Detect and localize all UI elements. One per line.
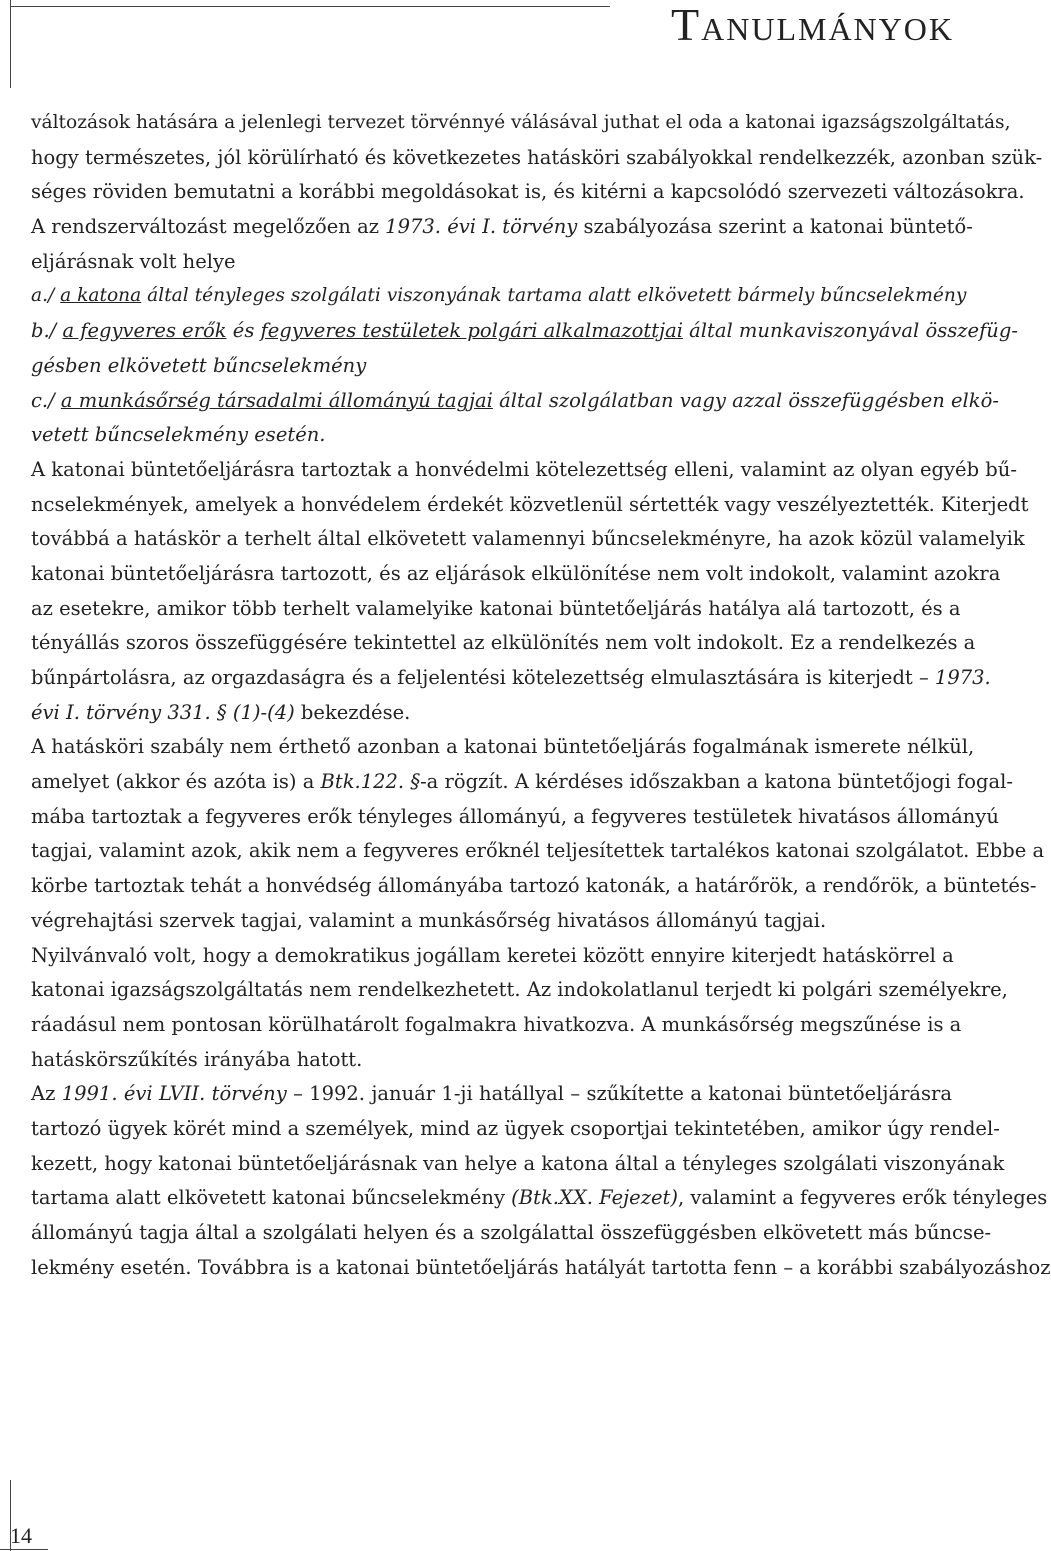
text-run: tényállás szoros összefüggésére tekintettel az elkülönítés nem volt indokolt. Ez a rendelkezés a — [31, 631, 976, 655]
text-run: amelyet (akkor és azóta is) a — [31, 770, 321, 794]
text-run: b./ — [31, 319, 63, 343]
text-line — [31, 245, 952, 280]
text-line — [31, 488, 1029, 523]
text-line — [31, 1043, 952, 1078]
text-line — [31, 1147, 1005, 1182]
text-line — [31, 210, 973, 245]
text-run: eljárásnak volt helye — [31, 249, 236, 273]
text-run: bekezdése. — [294, 700, 411, 724]
text-line — [31, 279, 967, 314]
bottom-rule — [0, 1549, 48, 1550]
text-run: hogy természetes, jól körülírható és következetes hatásköri szabályokkal rendelkezzék, azonban szük- — [31, 145, 1043, 169]
text-line — [31, 349, 952, 384]
left-margin-rule-top — [10, 0, 11, 88]
text-run: katonai büntetőeljárásra tartozott, és az eljárások elkülönítése nem volt indokolt, valamint azokra — [31, 561, 1001, 585]
text-run: és — [226, 319, 261, 343]
text-line — [31, 141, 1043, 176]
text-line — [31, 384, 999, 419]
text-line — [31, 904, 952, 939]
text-run: katonai igazságszolgáltatás nem rendelkezhetett. Az indokolatlanul terjedt ki polgári személyekre, — [31, 978, 1008, 1002]
text-line — [31, 1216, 992, 1251]
text-run: A hatásköri szabály nem érthető azonban a katonai büntetőeljárás fogalmának ismerete nélkül, — [31, 735, 975, 759]
text-line — [31, 661, 991, 696]
text-run: vetett bűncselekmény esetén. — [31, 423, 326, 447]
text-run: végrehajtási szervek tagjai, valamint a munkásőrség hivatásos állományú tagjai. — [31, 908, 827, 932]
text-run: (Btk.XX. Fejezet) — [511, 1186, 678, 1210]
text-line — [31, 696, 952, 731]
text-line — [31, 626, 976, 661]
text-run: -a rögzít. A kérdéses időszakban a katona büntetőjogi fogal- — [420, 770, 1013, 794]
text-run: ráadásul nem pontosan körülhatárolt fogalmakra hivatkozva. A munkásőrség megszűnése is a — [31, 1012, 962, 1036]
text-line — [31, 522, 1025, 557]
text-line — [31, 800, 999, 835]
text-run: kezett, hogy katonai büntetőeljárásnak van helye a katona által a tényleges szolgálati viszonyának — [31, 1151, 1005, 1175]
text-run: által tényleges szolgálati viszonyának tartama alatt elkövetett bármely bűncselekmény — [141, 285, 967, 307]
text-run: , valamint a fegyveres erők tényleges — [677, 1186, 1048, 1210]
text-line — [31, 1181, 1048, 1216]
text-run: évi I. törvény 331. § (1)-(4) — [31, 700, 295, 724]
text-run: bűnpártolásra, az orgazdaságra és a feljelentési kötelezettség elmulasztására is kiterjedt – — [31, 666, 935, 689]
text-line — [31, 730, 975, 765]
text-run: a katona — [60, 285, 142, 307]
text-line — [31, 765, 1013, 800]
text-run: hatáskörszűkítés irányába hatott. — [31, 1047, 363, 1071]
text-run: változások hatására a jelenlegi tervezet törvénnyé válásával juthat el oda a katonai igazságszolgáltatás, — [31, 112, 1011, 133]
text-run: c./ — [31, 388, 61, 412]
text-run: szabályozása szerint a katonai büntető- — [577, 215, 973, 239]
text-run: továbbá a hatáskör a terhelt által elkövetett valamennyi bűncselekményre, ha azok közül valamelyik — [31, 527, 1025, 551]
text-run: tagjai, valamint azok, akik nem a fegyveres erőknél teljesítettek tartalékos katonai szolgálatot. Ebbe a — [31, 839, 1045, 863]
text-run: Nyilvánvaló volt, hogy a demokratikus jogállam keretei között ennyire kiterjedt hatáskörrel a — [31, 943, 954, 967]
text-run: által munkaviszonyával összefüg- — [682, 319, 1018, 343]
text-line — [31, 869, 1037, 904]
text-line — [31, 314, 1018, 349]
text-run: Btk.122. § — [320, 770, 421, 794]
text-line — [31, 1008, 962, 1043]
page-number: 14 — [10, 1523, 32, 1548]
text-run: lekmény esetén. Továbbra is a katonai büntetőeljárás hatályát tartotta fenn – a korábbi szabályozáshoz — [31, 1255, 1051, 1279]
text-run: A katonai büntetőeljárásra tartoztak a honvédelmi kötelezettség elleni, valamint az olyan egyéb bű- — [31, 457, 1017, 481]
text-run: 1973. — [934, 666, 991, 689]
text-run: fegyveres testületek polgári alkalmazottjai — [260, 319, 683, 343]
text-line — [31, 106, 1011, 141]
text-run: tartama alatt elkövetett katonai bűncselekmény — [31, 1186, 512, 1210]
text-line — [31, 939, 952, 974]
text-run: által szolgálatban vagy azzal összefüggésben elkö- — [492, 388, 999, 412]
text-run: az esetekre, amikor több terhelt valamelyike katonai büntetőeljárás hatálya alá tartozott, és a — [31, 596, 961, 620]
text-run: séges röviden bemutatni a korábbi megoldásokat is, és kitérni a kapcsolódó szervezeti változásokra. — [31, 180, 1025, 204]
text-line — [31, 592, 961, 627]
text-run: 1973. évi I. törvény — [385, 215, 578, 239]
text-line — [31, 557, 1001, 592]
text-run: tartozó ügyek körét mind a személyek, mind az ügyek csoportjai tekintetében, amikor úgy rendel- — [31, 1116, 1000, 1140]
text-line — [31, 973, 1008, 1008]
text-run: – 1992. január 1-ji hatállyal – szűkítette a katonai büntetőeljárásra — [286, 1082, 952, 1106]
text-run: A rendszerváltozást megelőzően az — [31, 215, 386, 239]
text-run: mába tartoztak a fegyveres erők tényleges állományú, a fegyveres testületek hivatásos állományú — [31, 804, 999, 828]
text-run: 1991. évi LVII. törvény — [61, 1082, 287, 1106]
text-run: Az — [31, 1082, 62, 1106]
text-run: ncselekmények, amelyek a honvédelem érdekét közvetlenül sértették vagy veszélyeztették. Kiterjedt — [31, 492, 1029, 516]
body-text — [31, 106, 1051, 1285]
text-line — [31, 418, 952, 453]
text-run: gésben elkövetett bűncselekmény — [31, 353, 367, 377]
text-run: a fegyveres erők — [62, 319, 227, 343]
text-line — [31, 1251, 1051, 1286]
text-line — [31, 1112, 1000, 1147]
text-run: állományú tagja által a szolgálati helyen és a szolgálattal összefüggésben elkövetett más bűncse- — [31, 1221, 992, 1244]
text-run: körbe tartoztak tehát a honvédség állományába tartozó katonák, a határőrök, a rendőrök, a büntetés- — [31, 874, 1037, 898]
text-line — [31, 453, 1017, 488]
page-title: Tanulmányok — [671, 0, 954, 50]
text-run: a./ — [31, 285, 61, 307]
text-line — [31, 834, 1045, 869]
text-line — [31, 175, 1025, 210]
text-line — [31, 1077, 952, 1112]
top-rule — [10, 6, 610, 7]
text-run: a munkásőrség társadalmi állományú tagjai — [60, 388, 493, 412]
